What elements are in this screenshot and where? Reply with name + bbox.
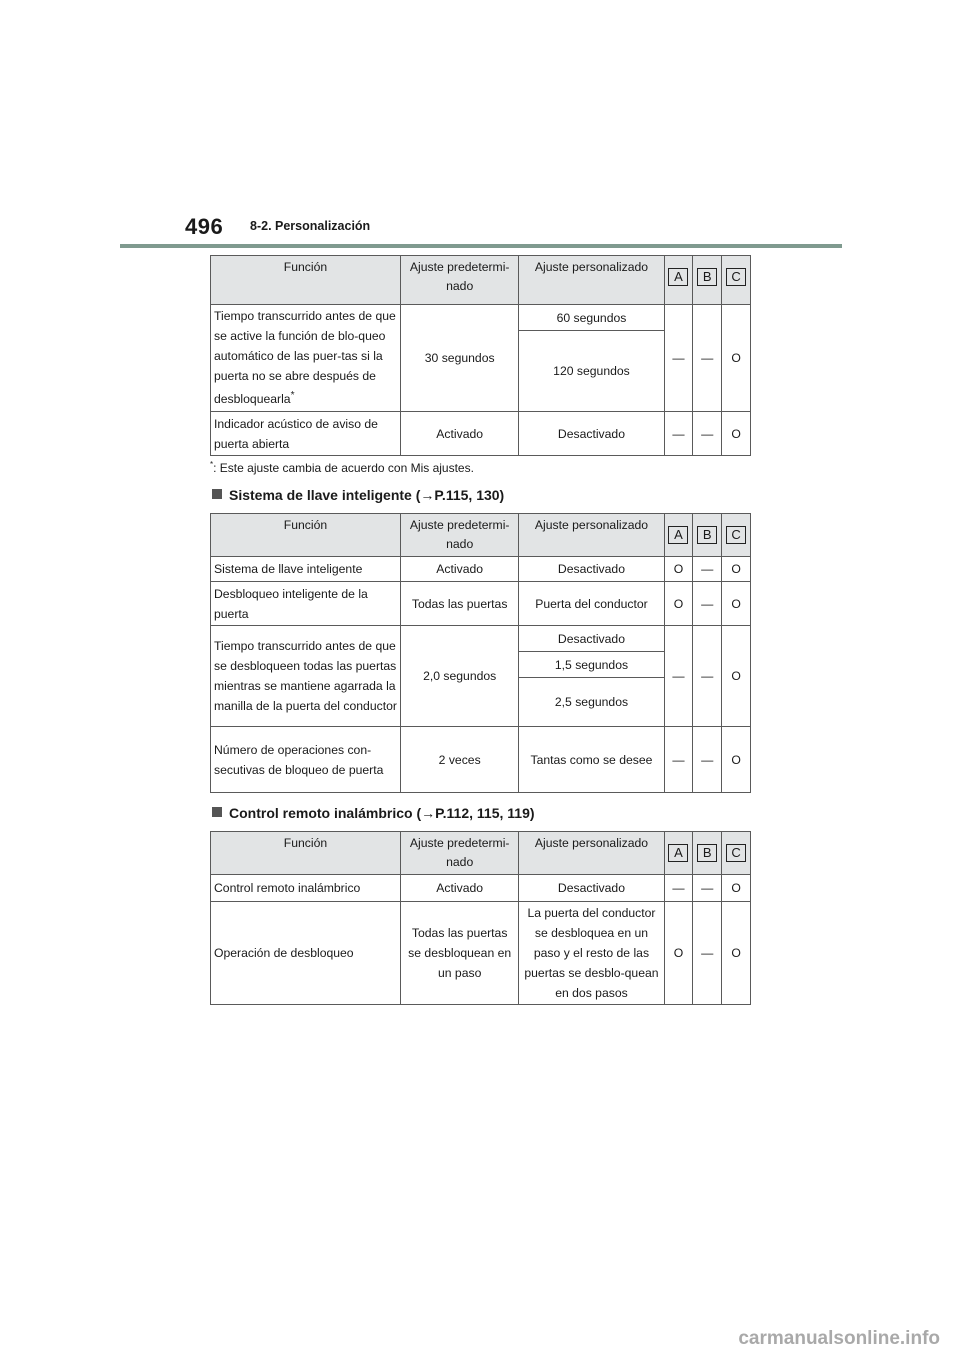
default-cell: Activado (400, 557, 518, 582)
custom-cell: 1,5 segundos (519, 652, 664, 678)
custom-cell: 120 segundos (519, 331, 664, 412)
column-b-label: B (697, 844, 717, 862)
table-row (211, 727, 751, 793)
column-header-c (722, 256, 751, 305)
column-header-default: Ajuste predetermi-nado (400, 832, 518, 875)
column-header-default: Ajuste predetermi-nado (400, 514, 518, 557)
custom-cell: Puerta del conductor (519, 582, 664, 626)
column-a-cell: — (664, 626, 693, 727)
column-a-label: A (668, 526, 688, 544)
watermark: carmanualsonline.info (738, 1328, 940, 1349)
default-cell: 2,0 segundos (400, 626, 518, 727)
footnote-marker: * (290, 390, 295, 402)
section-title: 8-2. Personalización (250, 219, 371, 233)
column-b-cell: — (693, 412, 722, 456)
section-heading-text: Control remoto inalámbrico (→P.112, 115, 119) (229, 805, 535, 821)
column-header-custom: Ajuste personalizado (519, 256, 664, 305)
column-c-label: C (726, 268, 746, 286)
section-heading-text: Sistema de llave inteligente (→P.115, 130) (229, 487, 505, 503)
column-a-cell: — (664, 875, 693, 902)
table-row (211, 582, 751, 626)
footnote (210, 460, 474, 475)
table-row (211, 412, 751, 456)
column-header-function: Función (211, 256, 401, 305)
default-cell: Todas las puertas se desbloquean en un paso (400, 902, 518, 1005)
column-c-cell: O (722, 305, 751, 412)
column-b-cell: — (693, 557, 722, 582)
square-bullet-icon (212, 807, 222, 817)
custom-cell: Desactivado (519, 412, 664, 456)
function-cell: Control remoto inalámbrico (211, 875, 401, 902)
custom-cell: Tantas como se desee (519, 727, 664, 793)
footnote-text: : Este ajuste cambia de acuerdo con Mis ajustes. (213, 461, 474, 475)
column-c-cell: O (722, 626, 751, 727)
page-number: 496 (185, 214, 224, 239)
column-a-cell: — (664, 412, 693, 456)
custom-cell: Desactivado (519, 626, 664, 652)
function-cell: Tiempo transcurrido antes de que se desbloqueen todas las puertas mientras se mantiene agarrada la manilla de la puerta del conductor (211, 626, 401, 727)
column-c-label: C (726, 526, 746, 544)
column-header-b (693, 514, 722, 557)
custom-cell: La puerta del conductor se desbloquea en un paso y el resto de las puertas se desblo-quean en dos pasos (519, 902, 664, 1005)
table-header-row (211, 514, 751, 557)
column-c-cell: O (722, 902, 751, 1005)
column-c-cell: O (722, 557, 751, 582)
function-cell: Indicador acústico de aviso de puerta abierta (211, 412, 401, 456)
column-header-function: Función (211, 514, 401, 557)
custom-cell: Desactivado (519, 557, 664, 582)
function-cell: Desbloqueo inteligente de la puerta (211, 582, 401, 626)
custom-cell: 2,5 segundos (519, 678, 664, 727)
table-row (211, 626, 751, 652)
column-c-cell: O (722, 582, 751, 626)
table-row (211, 305, 751, 331)
column-b-cell: — (693, 626, 722, 727)
column-a-cell: — (664, 305, 693, 412)
column-a-label: A (668, 844, 688, 862)
function-text: Tiempo transcurrido antes de que se active la función de blo-queo automático de las puer-tas si la puerta no se abre después de desbloquearla (214, 309, 396, 407)
column-b-label: B (697, 526, 717, 544)
column-a-cell: O (664, 902, 693, 1005)
function-cell: Número de operaciones con-secutivas de bloqueo de puerta (211, 727, 401, 793)
column-header-c (722, 514, 751, 557)
default-cell: Todas las puertas (400, 582, 518, 626)
column-a-cell: — (664, 727, 693, 793)
column-b-cell: — (693, 727, 722, 793)
default-cell: 30 segundos (400, 305, 518, 412)
table-row (211, 557, 751, 582)
default-cell: Activado (400, 412, 518, 456)
table-row (211, 875, 751, 902)
function-cell: Operación de desbloqueo (211, 902, 401, 1005)
table-header-row (211, 256, 751, 305)
function-cell (211, 305, 401, 412)
table-row (211, 902, 751, 1005)
column-a-cell: O (664, 557, 693, 582)
function-cell: Sistema de llave inteligente (211, 557, 401, 582)
column-header-b (693, 832, 722, 875)
column-header-a (664, 256, 693, 305)
column-b-cell: — (693, 582, 722, 626)
square-bullet-icon (212, 489, 222, 499)
section-heading-wireless-remote (212, 805, 535, 821)
default-cell: Activado (400, 875, 518, 902)
settings-table-3 (210, 831, 751, 1005)
column-header-default: Ajuste predetermi-nado (400, 256, 518, 305)
column-header-a (664, 514, 693, 557)
column-c-cell: O (722, 875, 751, 902)
custom-cell: 60 segundos (519, 305, 664, 331)
column-header-custom: Ajuste personalizado (519, 832, 664, 875)
column-a-cell: O (664, 582, 693, 626)
column-b-cell: — (693, 875, 722, 902)
header-rule (120, 244, 842, 248)
table-header-row (211, 832, 751, 875)
column-b-cell: — (693, 902, 722, 1005)
column-header-function: Función (211, 832, 401, 875)
settings-table-1 (210, 255, 751, 456)
column-header-a (664, 832, 693, 875)
column-a-label: A (668, 268, 688, 286)
footnote-marker: * (210, 460, 214, 469)
column-c-label: C (726, 844, 746, 862)
column-header-custom: Ajuste personalizado (519, 514, 664, 557)
column-b-cell: — (693, 305, 722, 412)
settings-table-2 (210, 513, 751, 793)
custom-cell: Desactivado (519, 875, 664, 902)
column-header-b (693, 256, 722, 305)
column-c-cell: O (722, 727, 751, 793)
column-header-c (722, 832, 751, 875)
section-heading-smart-key (212, 487, 504, 503)
column-b-label: B (697, 268, 717, 286)
default-cell: 2 veces (400, 727, 518, 793)
column-c-cell: O (722, 412, 751, 456)
